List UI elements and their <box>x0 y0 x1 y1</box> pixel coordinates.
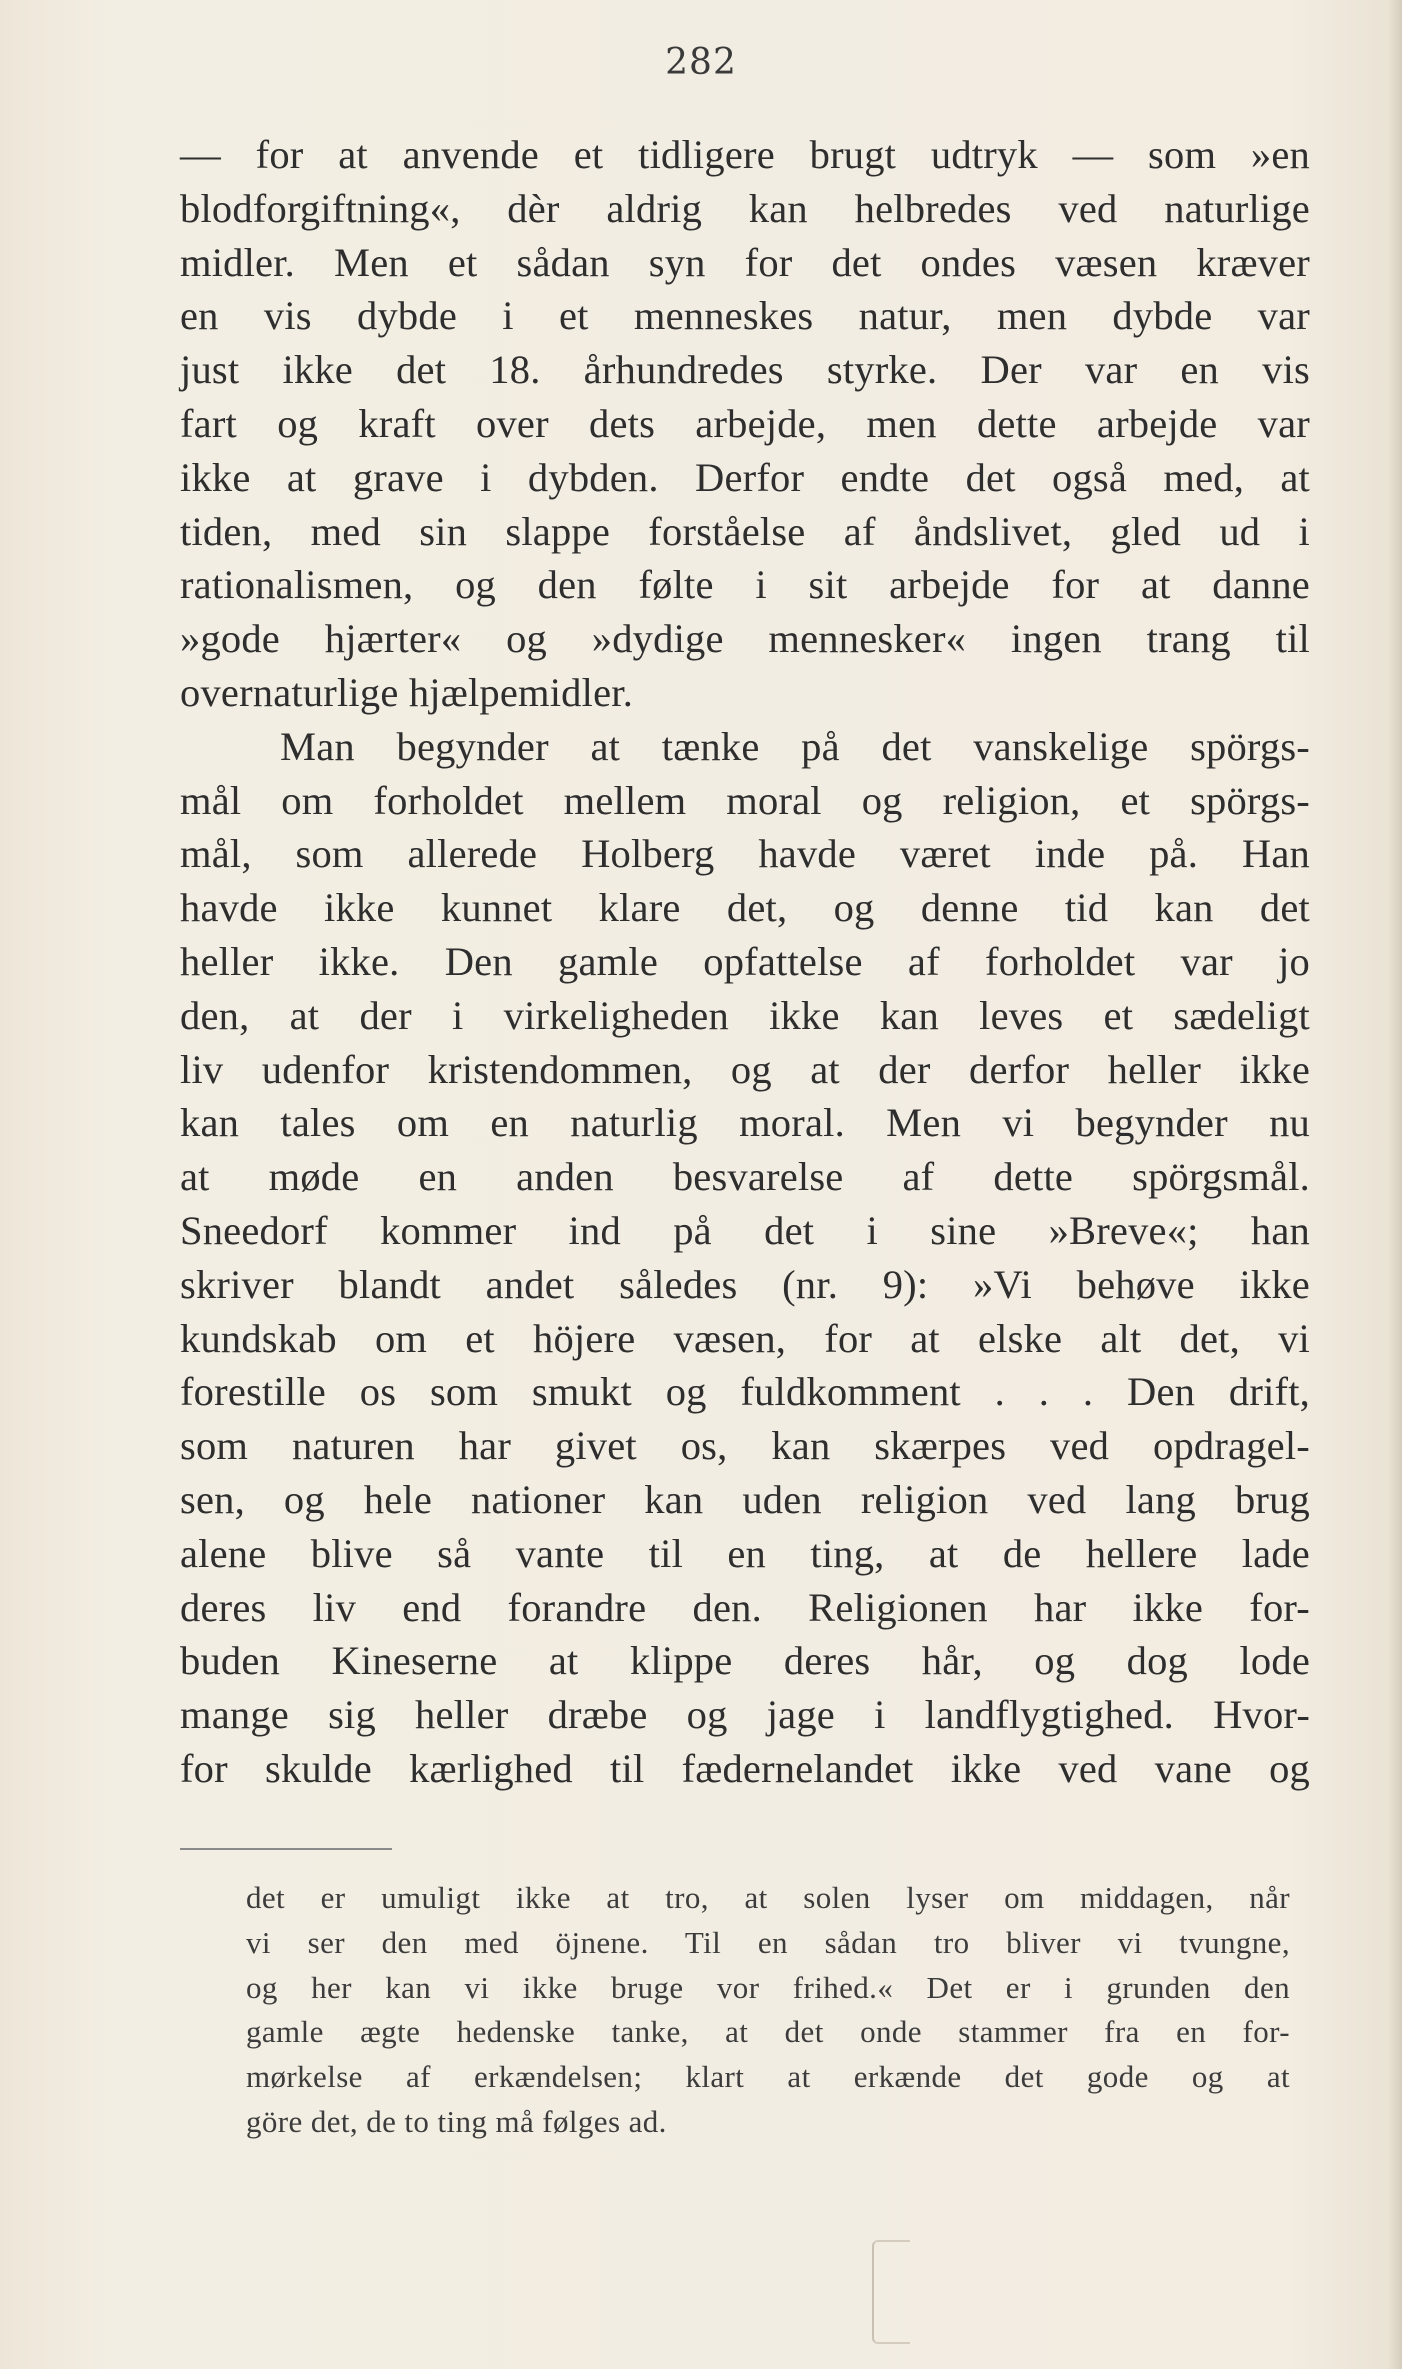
footnote <box>246 1876 1290 2145</box>
paper-fold-mark <box>872 2240 910 2344</box>
text-line: mål om forholdet mellem moral og religion, et spörgs- <box>180 777 1310 823</box>
footnote-line: gamle ægte hedenske tanke, at det onde stammer fra en for- <box>246 2014 1290 2050</box>
text-line: buden Kineserne at klippe deres hår, og dog lode <box>180 1638 1310 1684</box>
text-line: skriver blandt andet således (nr. 9): »Vi behøve ikke <box>180 1261 1310 1307</box>
text-line: som naturen har givet os, kan skærpes ved opdragel- <box>180 1423 1310 1469</box>
text-line: Man begynder at tænke på det vanskelige spörgs- <box>280 723 1310 769</box>
text-line: –– for at anvende et tidligere brugt udtryk — som »en <box>180 132 1310 177</box>
text-line: »gode hjærter« og »dydige mennesker« ingen trang til <box>180 616 1310 662</box>
text-line: sen, og hele nationer kan uden religion ved lang brug <box>180 1476 1310 1522</box>
text-line: midler. Men et sådan syn for det ondes væsen kræver <box>180 239 1310 285</box>
text-line: blodforgiftning«, dèr aldrig kan helbredes ved naturlige <box>180 185 1310 231</box>
text-line: alene blive så vante til en ting, at de hellere lade <box>180 1530 1310 1576</box>
text-line: kundskab om et höjere væsen, for at elske alt det, vi <box>180 1315 1310 1361</box>
footnote-line: det er umuligt ikke at tro, at solen lyser om middagen, når <box>246 1880 1290 1915</box>
text-line: overnaturlige hjælpemidler. <box>180 669 634 715</box>
text-line: for skulde kærlighed til fædernelandet ikke ved vane og <box>180 1745 1310 1791</box>
footnote-line: göre det, de to ting må følges ad. <box>246 2103 667 2139</box>
text-line: havde ikke kunnet klare det, og denne tid kan det <box>180 885 1310 931</box>
text-line: tiden, med sin slappe forståelse af åndslivet, gled ud i <box>180 508 1310 554</box>
page-edge-shadow <box>1388 0 1402 2369</box>
footnote-line: mørkelse af erkændelsen; klart at erkænde det gode og at <box>246 2059 1290 2095</box>
text-line: fart og kraft over dets arbejde, men dette arbejde var <box>180 400 1310 446</box>
text-line: just ikke det 18. århundredes styrke. Der var en vis <box>180 347 1310 393</box>
text-line: forestille os som smukt og fuldkomment . . . Den drift, <box>180 1369 1310 1415</box>
text-line: rationalismen, og den følte i sit arbejde for at danne <box>180 562 1310 608</box>
text-line: heller ikke. Den gamle opfattelse af forholdet var jo <box>180 938 1310 984</box>
footnote-divider <box>180 1848 392 1850</box>
footnote-line: vi ser den med öjnene. Til en sådan tro bliver vi tvungne, <box>246 1924 1290 1960</box>
text-line: liv udenfor kristendommen, og at der derfor heller ikke <box>180 1046 1310 1092</box>
footnote-line: og her kan vi ikke bruge vor frihed.« Det er i grunden den <box>246 1969 1290 2005</box>
text-line: deres liv end forandre den. Religionen har ikke for- <box>180 1584 1310 1630</box>
text-line: ikke at grave i dybden. Derfor endte det også med, at <box>180 454 1310 500</box>
text-line: mange sig heller dræbe og jage i landflygtighed. Hvor- <box>180 1692 1310 1738</box>
text-line: at møde en anden besvarelse af dette spörgsmål. <box>180 1154 1310 1200</box>
text-line: kan tales om en naturlig moral. Men vi begynder nu <box>180 1100 1310 1146</box>
text-line: Sneedorf kommer ind på det i sine »Breve«; han <box>180 1207 1310 1253</box>
text-line: en vis dybde i et menneskes natur, men dybde var <box>180 293 1310 339</box>
text-line: den, at der i virkeligheden ikke kan leves et sædeligt <box>180 992 1310 1038</box>
page-number: 282 <box>665 42 737 83</box>
body-text <box>180 128 1310 1796</box>
text-line: mål, som allerede Holberg havde været inde på. Han <box>180 831 1310 877</box>
